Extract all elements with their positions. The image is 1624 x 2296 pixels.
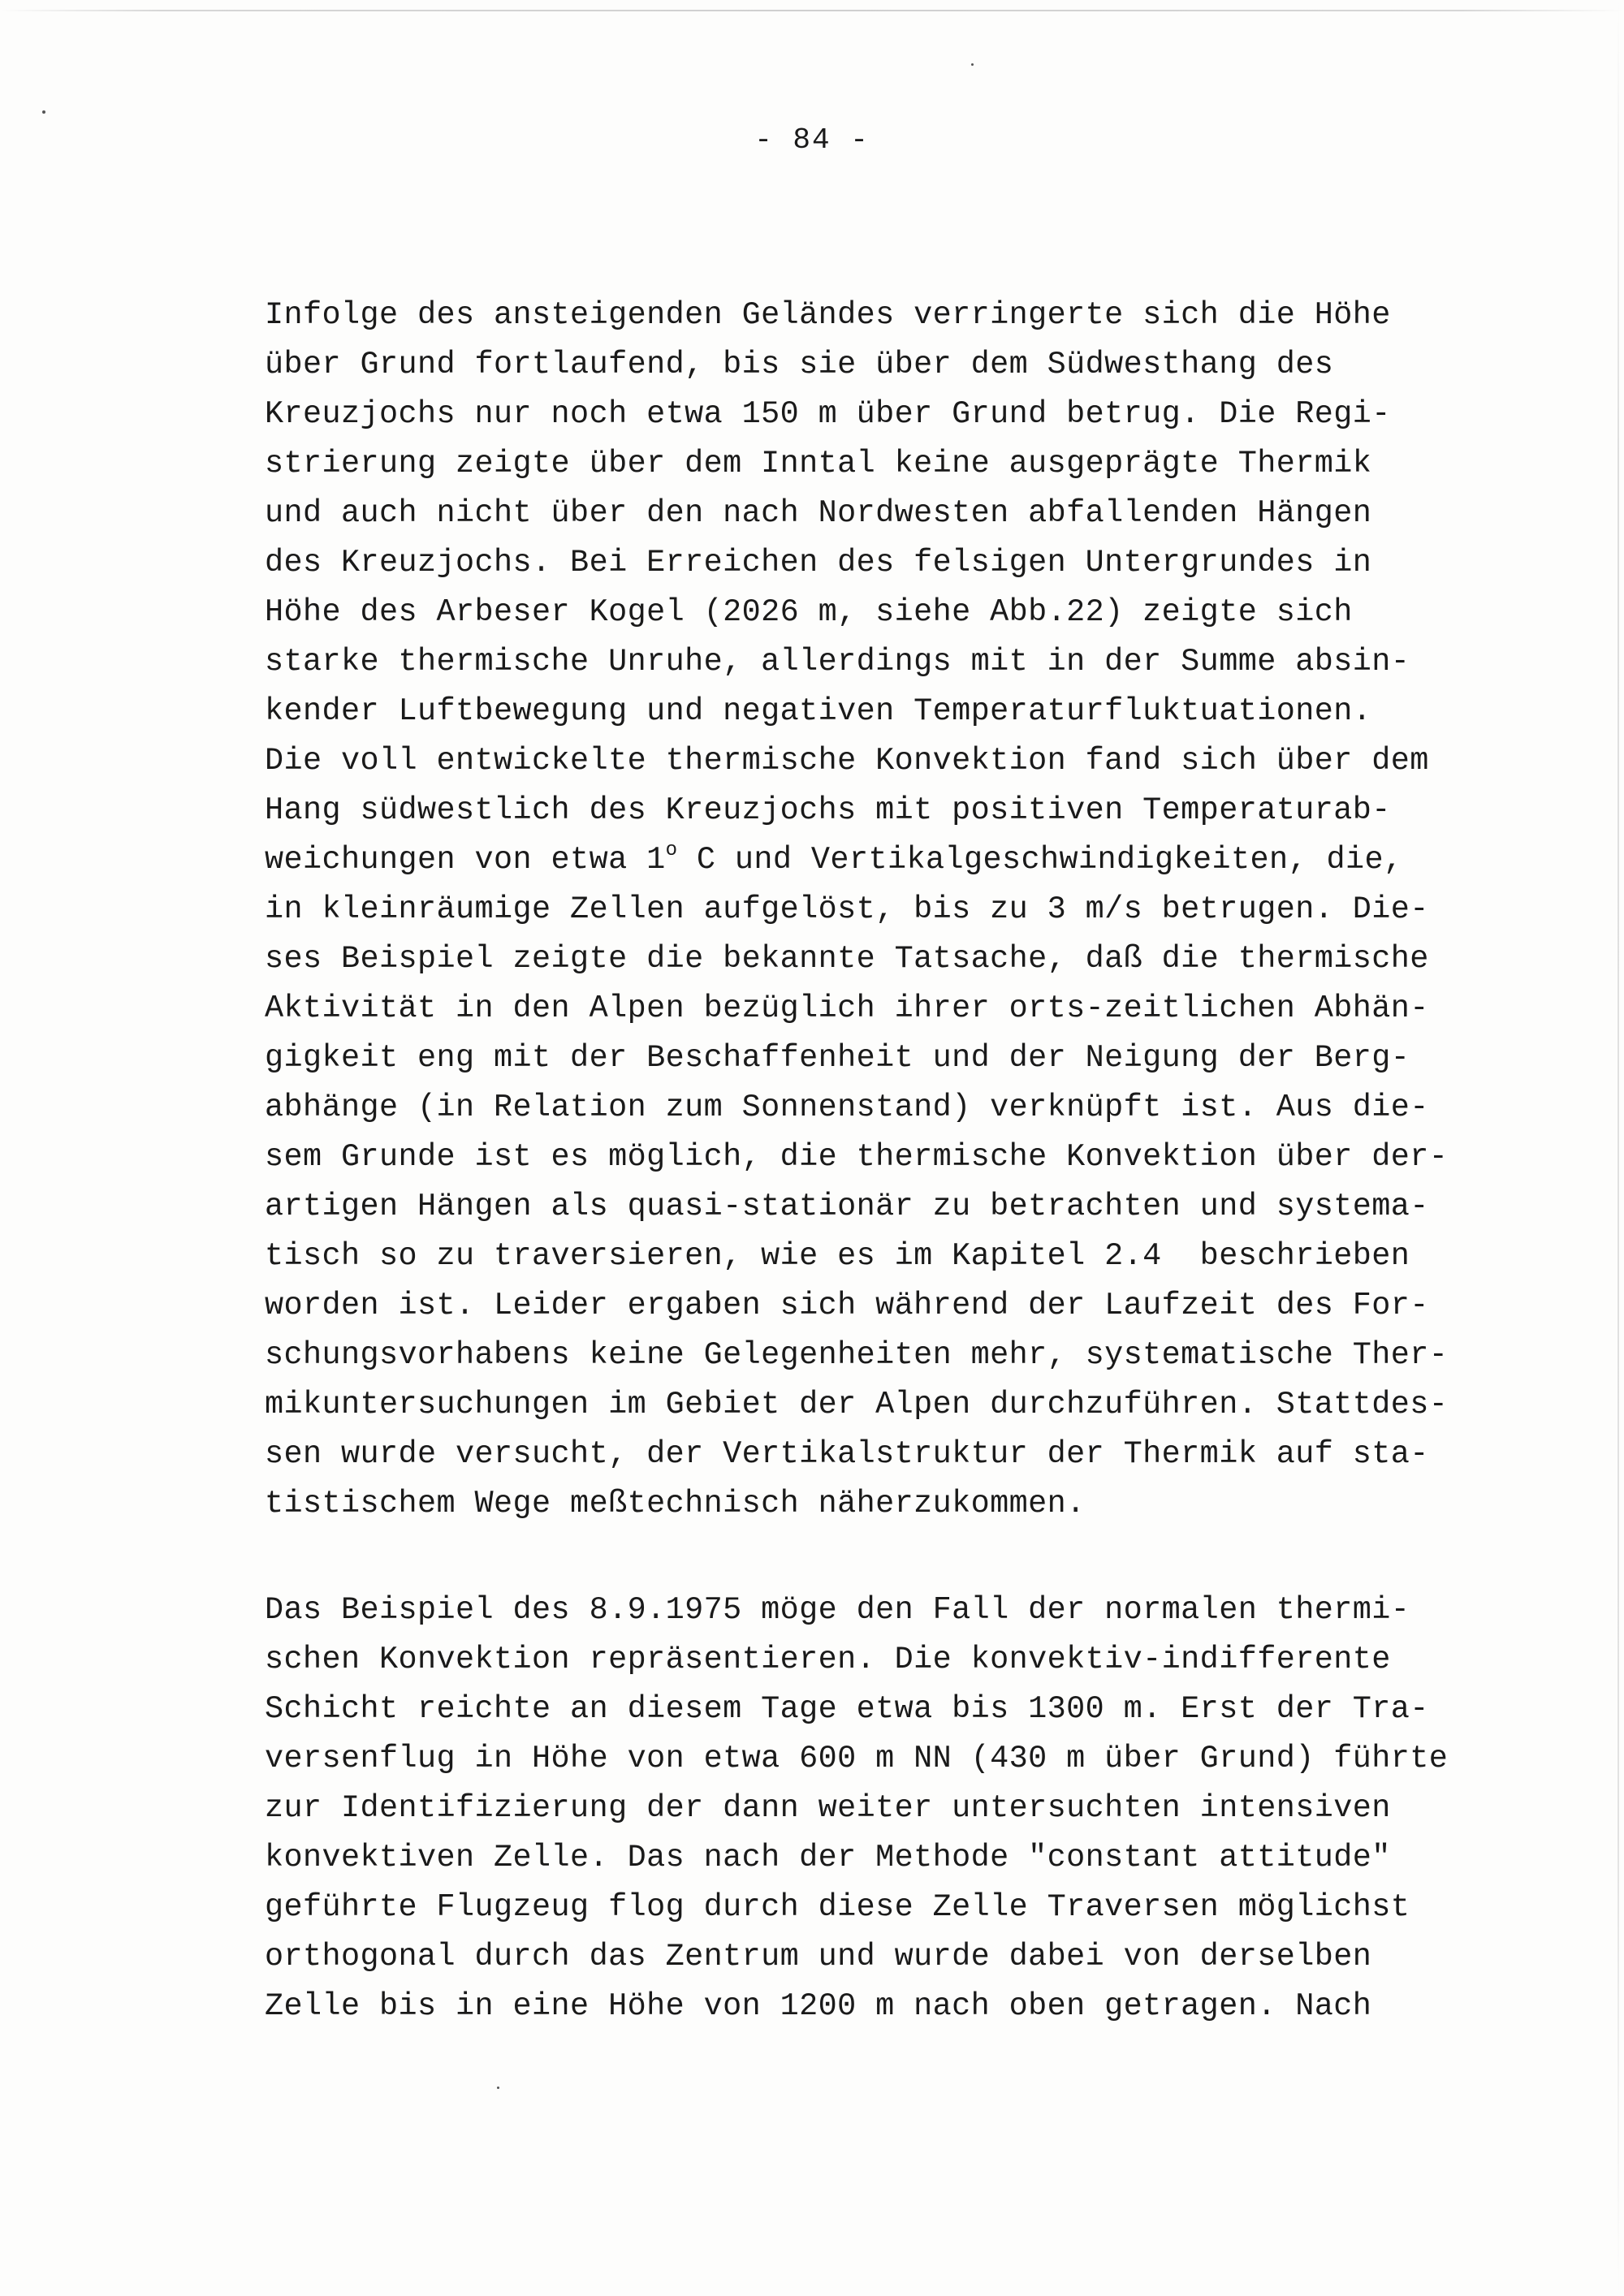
text-line: sen wurde versucht, der Vertikalstruktur der Thermik auf sta- <box>265 1436 1429 1472</box>
text-line: Infolge des ansteigenden Geländes verringerte sich die Höhe <box>265 297 1391 333</box>
text-line: Hang südwestlich des Kreuzjochs mit positiven Temperaturab- <box>265 792 1391 828</box>
text-line: tisch so zu traversieren, wie es im Kapitel 2.4 beschrieben <box>265 1238 1410 1274</box>
text-line: Zelle bis in eine Höhe von 1200 m nach oben getragen. Nach <box>265 1988 1372 2024</box>
text-line: und auch nicht über den nach Nordwesten abfallenden Hängen <box>265 495 1372 531</box>
text-fragment: weichungen von etwa 1 <box>265 842 666 878</box>
text-line: schen Konvektion repräsentieren. Die konvektiv-indifferente <box>265 1642 1391 1677</box>
text-line: geführte Flugzeug flog durch diese Zelle Traversen möglichst <box>265 1889 1410 1925</box>
text-line: abhänge (in Relation zum Sonnenstand) verknüpft ist. Aus die- <box>265 1090 1429 1125</box>
body-text <box>265 291 1499 2031</box>
page-number: - 84 - <box>754 123 870 157</box>
scan-edge-top <box>0 10 1624 11</box>
degree-superscript: o <box>665 839 678 861</box>
text-line: konvektiven Zelle. Das nach der Methode "constant attitude" <box>265 1840 1391 1875</box>
paragraph-2 <box>265 1586 1499 2031</box>
text-line: artigen Hängen als quasi-stationär zu betrachten und systema- <box>265 1189 1429 1224</box>
text-line: starke thermische Unruhe, allerdings mit in der Summe absin- <box>265 644 1410 680</box>
text-line: zur Identifizierung der dann weiter untersuchten intensiven <box>265 1790 1391 1826</box>
text-line: Aktivität in den Alpen bezüglich ihrer orts-zeitlichen Abhän- <box>265 990 1429 1026</box>
text-line: über Grund fortlaufend, bis sie über dem Südwesthang des <box>265 347 1334 382</box>
scan-speck <box>42 110 45 114</box>
text-line: Kreuzjochs nur noch etwa 150 m über Grund betrug. Die Regi- <box>265 396 1391 432</box>
text-line: Schicht reichte an diesem Tage etwa bis 1300 m. Erst der Tra- <box>265 1691 1429 1727</box>
text-line: mikuntersuchungen im Gebiet der Alpen durchzuführen. Stattdes- <box>265 1387 1449 1422</box>
text-line-with-superscript <box>265 835 1499 885</box>
text-line: in kleinräumige Zellen aufgelöst, bis zu 3 m/s betrugen. Die- <box>265 891 1429 927</box>
text-line: des Kreuzjochs. Bei Erreichen des felsigen Untergrundes in <box>265 545 1372 580</box>
text-line: kender Luftbewegung und negativen Temperaturfluktuationen. <box>265 693 1372 729</box>
text-line: Höhe des Arbeser Kogel (2026 m, siehe Abb.22) zeigte sich <box>265 594 1353 630</box>
scan-speck <box>971 63 974 66</box>
text-line: ses Beispiel zeigte die bekannte Tatsache, daß die thermische <box>265 941 1429 977</box>
text-line: schungsvorhabens keine Gelegenheiten mehr, systematische Ther- <box>265 1337 1449 1373</box>
text-line: Die voll entwickelte thermische Konvektion fand sich über dem <box>265 743 1429 779</box>
text-line: sem Grunde ist es möglich, die thermische Konvektion über der- <box>265 1139 1449 1175</box>
text-line: gigkeit eng mit der Beschaffenheit und der Neigung der Berg- <box>265 1040 1410 1076</box>
text-fragment: C und Vertikalgeschwindigkeiten, die, <box>677 842 1403 878</box>
text-line: versenflug in Höhe von etwa 600 m NN (430 m über Grund) führte <box>265 1741 1449 1776</box>
paragraph-spacer <box>265 1529 1499 1586</box>
scan-edge-right <box>1618 0 1619 2296</box>
text-line: Das Beispiel des 8.9.1975 möge den Fall der normalen thermi- <box>265 1592 1410 1628</box>
text-line: orthogonal durch das Zentrum und wurde dabei von derselben <box>265 1939 1372 1974</box>
scan-speck <box>497 2087 499 2089</box>
text-line: strierung zeigte über dem Inntal keine ausgeprägte Thermik <box>265 446 1372 481</box>
text-line: tistischem Wege meßtechnisch näherzukommen. <box>265 1486 1086 1521</box>
paragraph-1 <box>265 291 1499 1529</box>
text-line: worden ist. Leider ergaben sich während der Laufzeit des For- <box>265 1288 1429 1323</box>
